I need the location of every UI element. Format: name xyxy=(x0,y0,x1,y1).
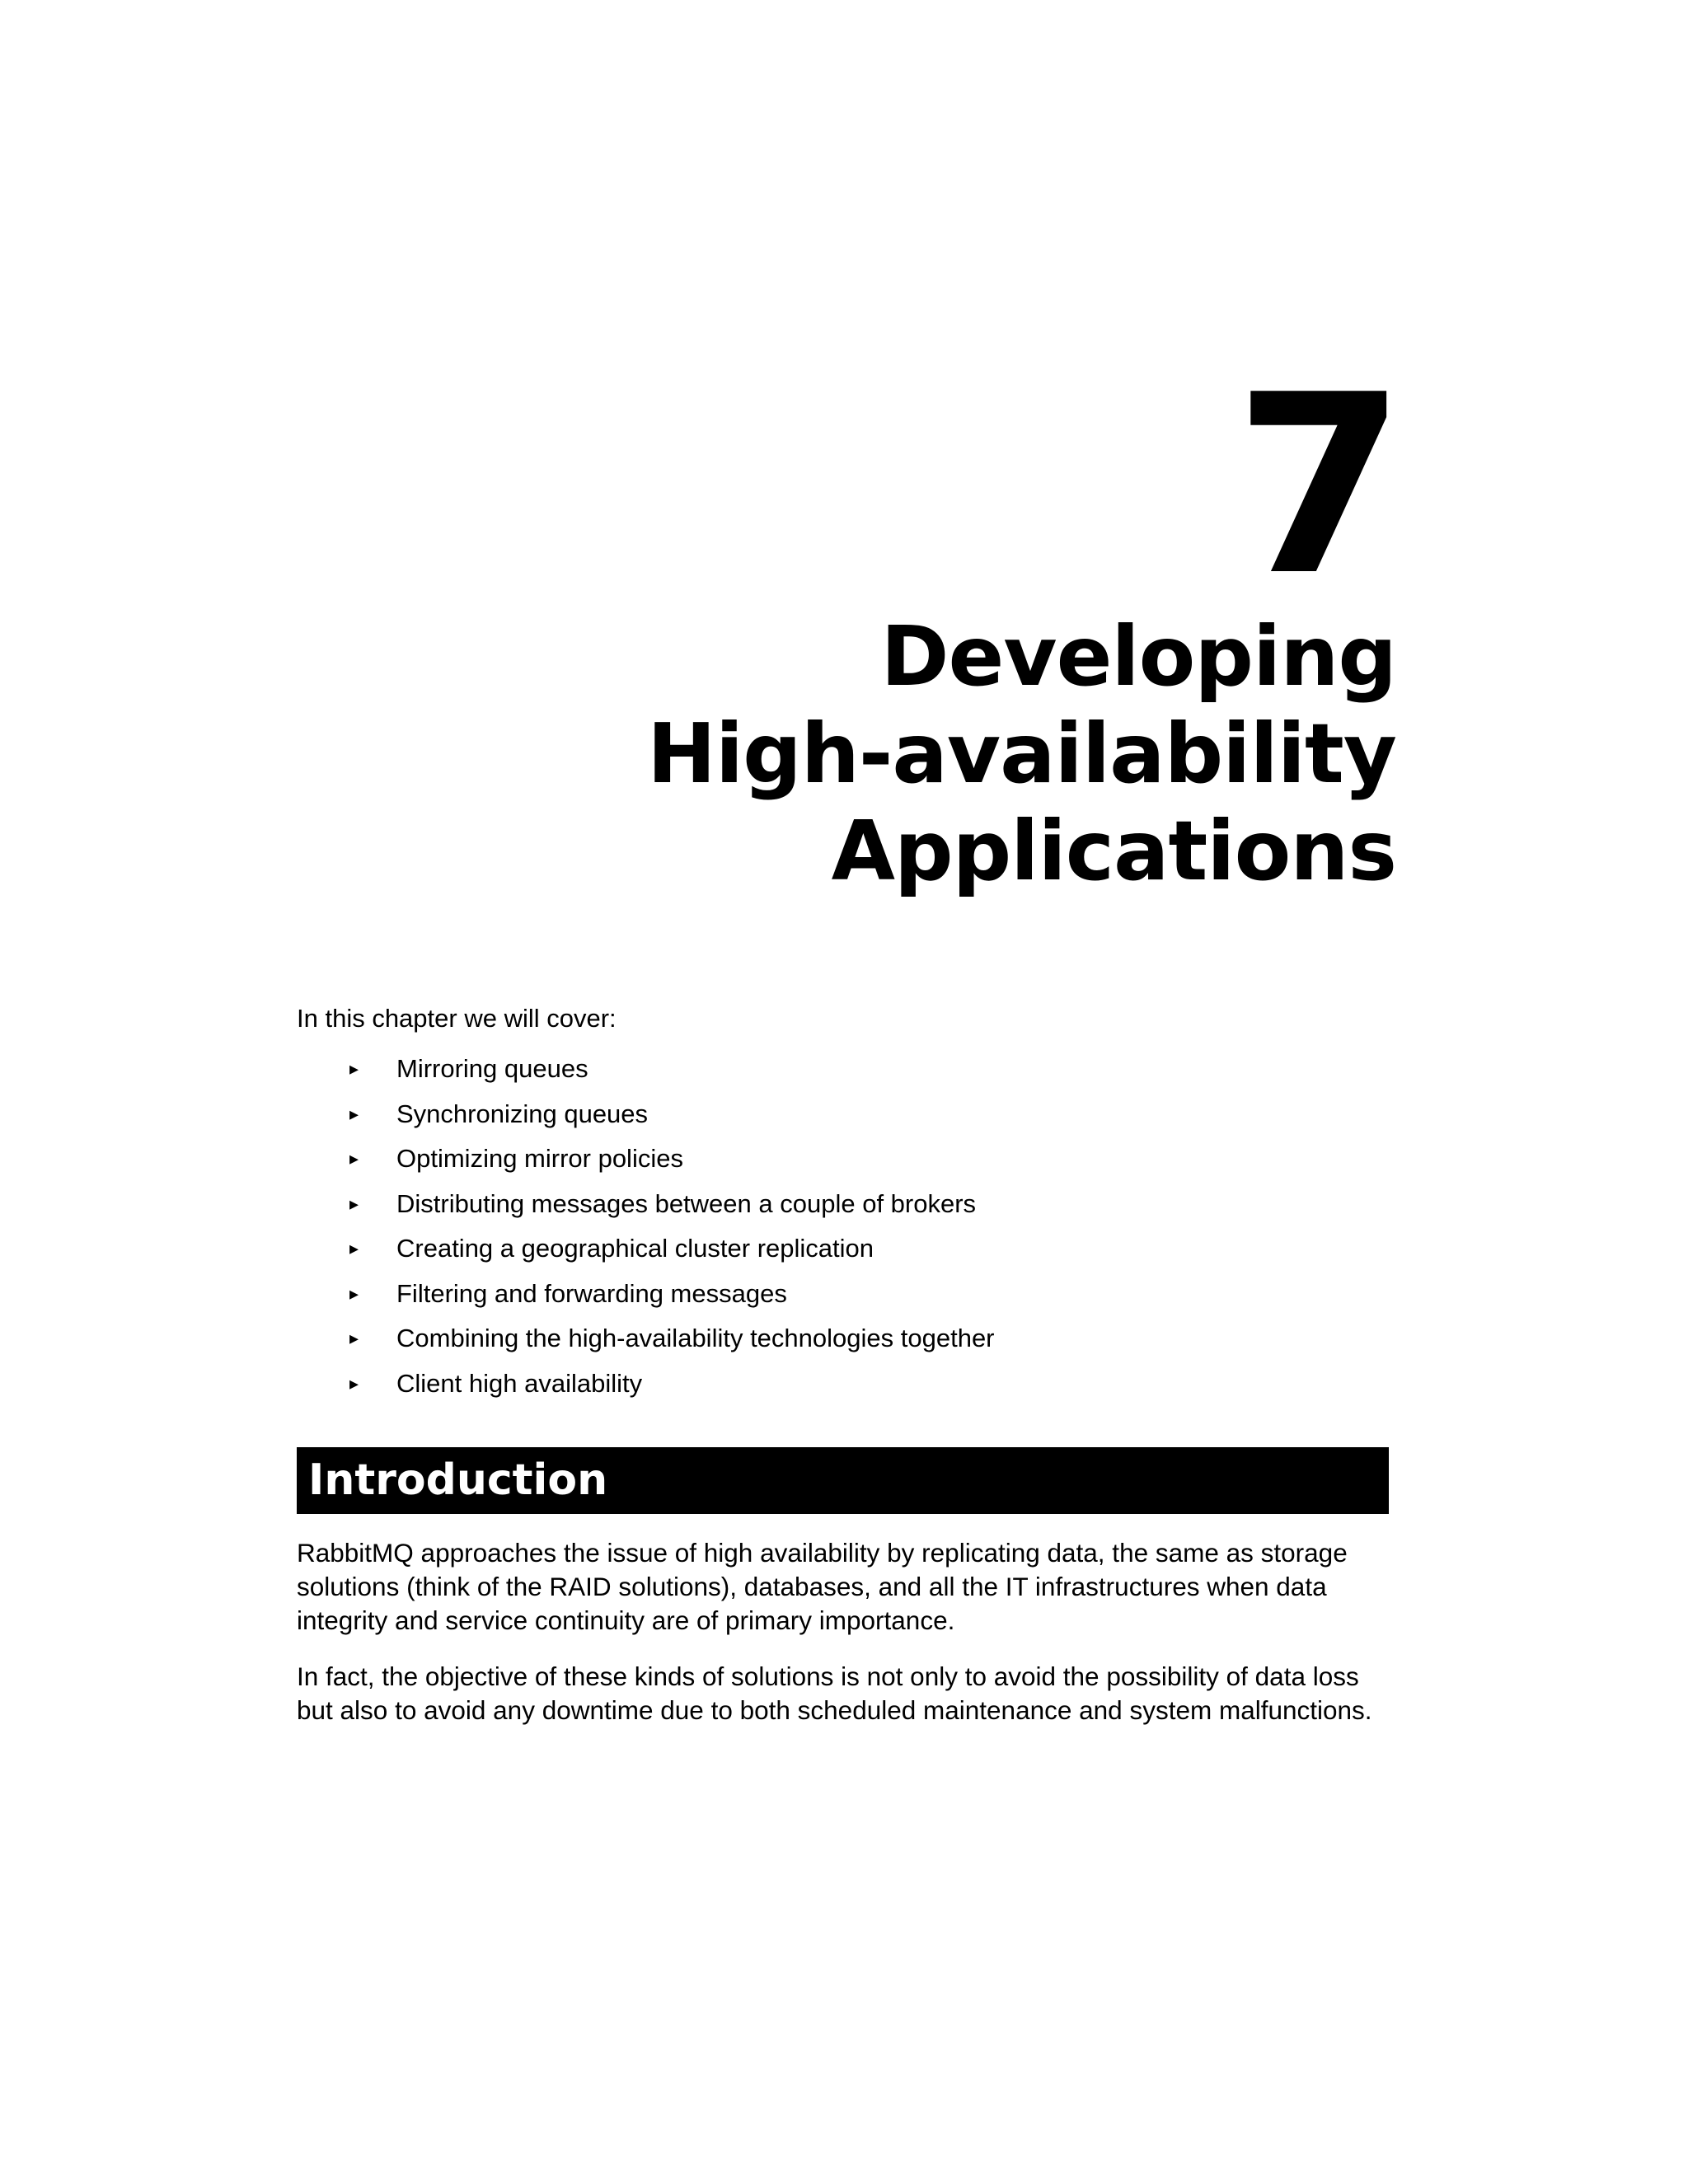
bullet-icon: ▸ xyxy=(349,1058,359,1079)
chapter-title-line: Applications xyxy=(831,803,1396,899)
intro-text: In this chapter we will cover: xyxy=(297,1004,617,1033)
section-heading: Introduction xyxy=(297,1447,1389,1514)
chapter-title-line: Developing xyxy=(880,608,1396,705)
chapter-title xyxy=(325,608,1396,900)
list-item xyxy=(297,1231,1389,1277)
list-item-text: Combining the high-availability technologies together xyxy=(396,1324,995,1352)
section-body xyxy=(297,1536,1397,1750)
list-item xyxy=(297,1187,1389,1232)
list-item-text: Filtering and forwarding messages xyxy=(396,1278,787,1308)
bullet-icon: ▸ xyxy=(349,1282,359,1304)
paragraph: RabbitMQ approaches the issue of high availability by replicating data, the same as storage solutions (think of the RAID solutions), databases, and all the IT infrastructures when data integrity and service continuity are of primary importance. xyxy=(297,1538,1348,1635)
bullet-icon: ▸ xyxy=(349,1103,359,1124)
paragraph: In fact, the objective of these kinds of solutions is not only to avoid the possibility of data loss but also to avoid any downtime due to both scheduled maintenance and system malfunctions. xyxy=(297,1661,1372,1725)
list-item xyxy=(297,1277,1389,1322)
list-item-text: Mirroring queues xyxy=(396,1054,588,1083)
list-item-text: Synchronizing queues xyxy=(396,1099,649,1128)
list-item xyxy=(297,1321,1389,1366)
bullet-icon: ▸ xyxy=(349,1372,359,1394)
bullet-icon: ▸ xyxy=(349,1328,359,1348)
list-item xyxy=(297,1366,1389,1412)
bullet-icon: ▸ xyxy=(349,1148,359,1169)
list-item-text: Creating a geographical cluster replication xyxy=(396,1234,874,1263)
list-item xyxy=(297,1141,1389,1187)
list-item-text: Distributing messages between a couple of brokers xyxy=(396,1188,977,1218)
chapter-overview xyxy=(297,1001,1389,1411)
list-item xyxy=(297,1097,1389,1142)
topic-list xyxy=(297,1052,1389,1411)
list-item-text: Client high availability xyxy=(396,1368,643,1398)
chapter-title-line: High-availability xyxy=(647,705,1396,802)
chapter-number: 7 xyxy=(1234,342,1401,630)
bullet-icon: ▸ xyxy=(349,1193,359,1214)
list-item-text: Optimizing mirror policies xyxy=(396,1144,683,1173)
bullet-icon: ▸ xyxy=(349,1238,359,1258)
list-item xyxy=(297,1052,1389,1097)
